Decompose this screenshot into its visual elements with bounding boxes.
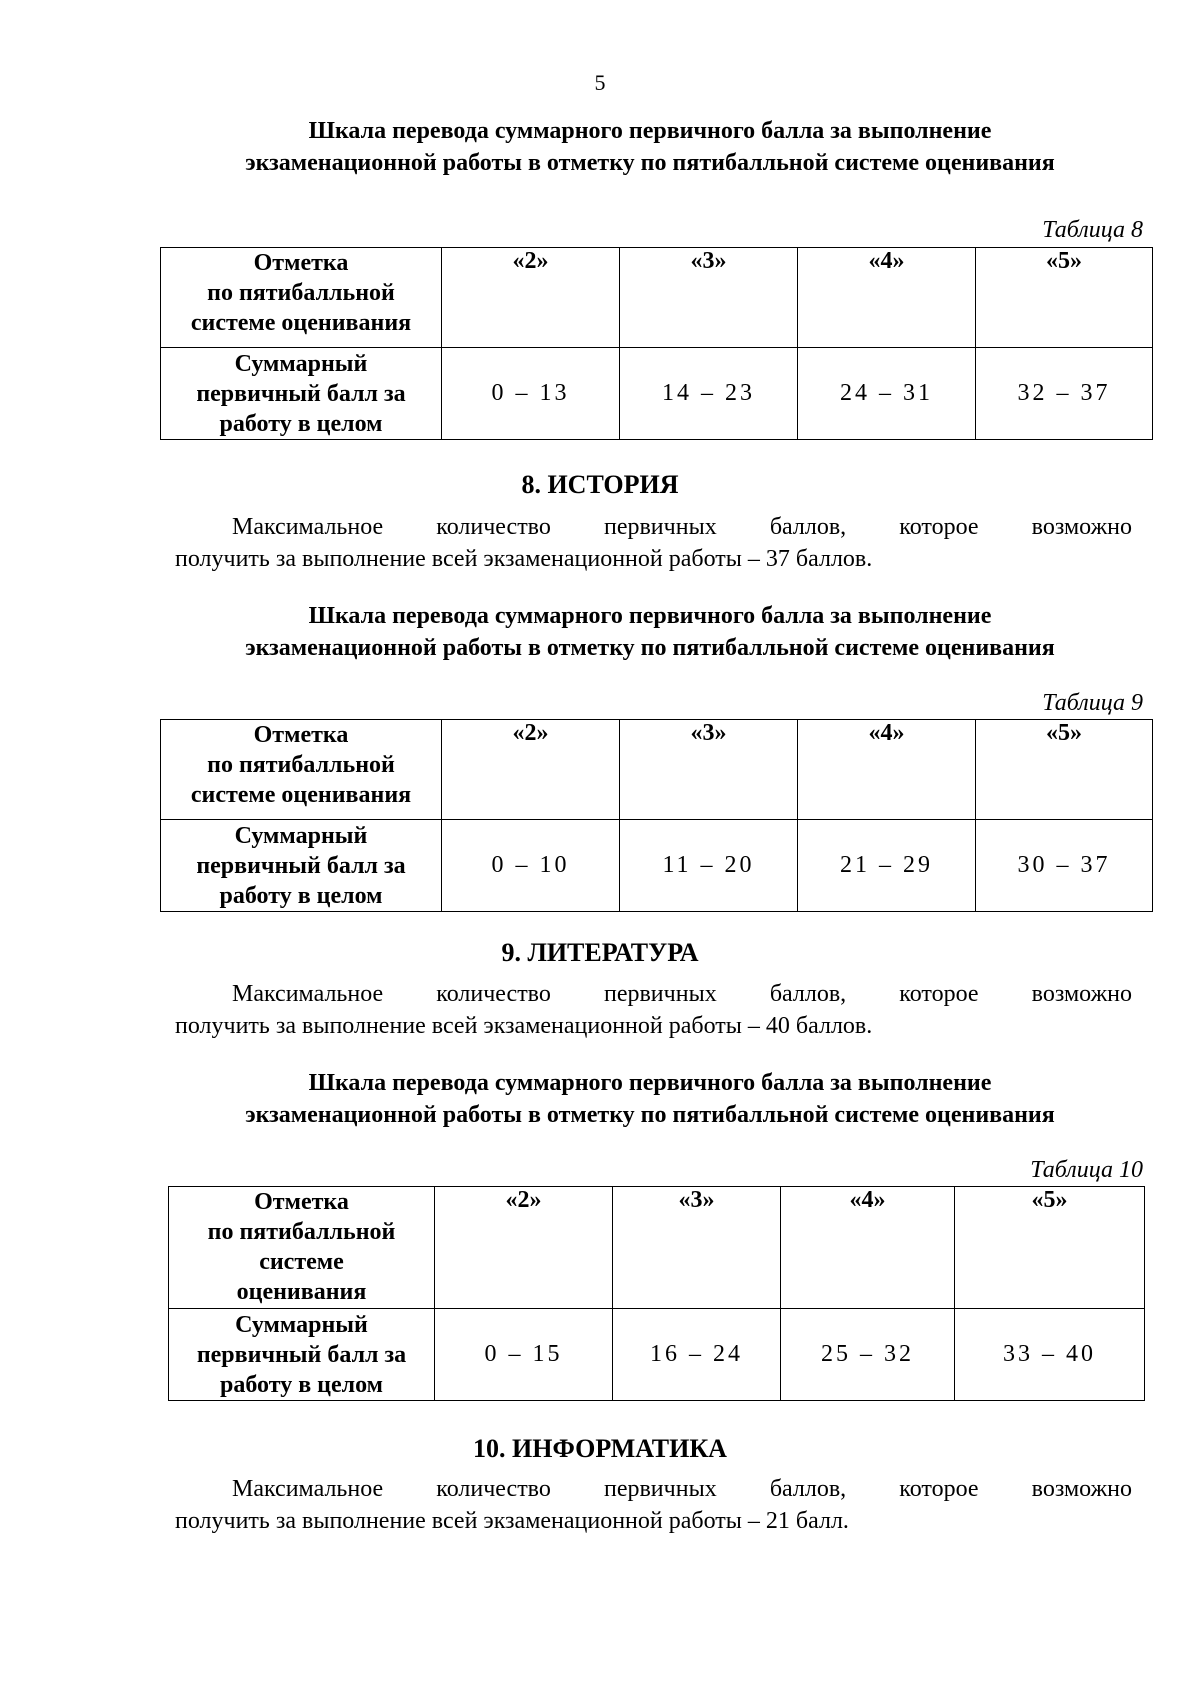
label-line: работу в целом — [219, 410, 383, 437]
scale-heading — [150, 115, 1150, 179]
grade-cell: «4» — [798, 248, 976, 348]
table-caption: Таблица 10 — [1030, 1157, 1143, 1183]
row-label-score — [161, 820, 442, 912]
label-line: по пятибалльной — [207, 752, 395, 778]
scale-heading — [150, 600, 1150, 664]
section-heading: 9. ЛИТЕРАТУРА — [501, 938, 699, 967]
label-line: первичный балл за — [196, 1341, 407, 1368]
grade-cell: «5» — [976, 720, 1153, 820]
row-label-score — [161, 348, 442, 440]
score-range-cell: 14 – 23 — [620, 348, 798, 440]
section-paragraph — [175, 511, 1132, 575]
label-line: Суммарный — [234, 822, 368, 849]
label-line: по пятибалльной — [207, 1219, 396, 1245]
paragraph-line: Максимальное количество первичных баллов, которое возможно — [232, 981, 1132, 1007]
score-range-cell: 0 – 15 — [435, 1309, 613, 1401]
score-range-cell: 24 – 31 — [798, 348, 976, 440]
label-line: первичный балл за — [196, 380, 406, 407]
grade-conversion-table — [168, 1186, 1145, 1401]
score-range-cell: 11 – 20 — [620, 820, 798, 912]
page-number: 5 — [594, 70, 606, 95]
table-caption: Таблица 9 — [1042, 690, 1143, 716]
paragraph-line: получить за выполнение всей экзаменационной работы – 40 баллов. — [175, 1013, 873, 1039]
paragraph-line: получить за выполнение всей экзаменационной работы – 21 балл. — [175, 1508, 849, 1534]
scale-heading-line: экзаменационной работы в отметку по пятибалльной системе оценивания — [245, 1102, 1055, 1128]
label-line: Отметка — [253, 722, 349, 748]
grade-cell: «5» — [976, 248, 1153, 348]
label-line: системе — [259, 1249, 344, 1275]
row-label-grade — [161, 720, 442, 820]
grade-cell: «4» — [798, 720, 976, 820]
label-line: работу в целом — [219, 882, 383, 909]
score-range-cell: 30 – 37 — [976, 820, 1153, 912]
score-range-cell: 21 – 29 — [798, 820, 976, 912]
row-label-score — [169, 1309, 435, 1401]
label-line: Отметка — [254, 1189, 349, 1215]
label-line: оценивания — [236, 1279, 367, 1305]
label-line: Отметка — [253, 250, 349, 276]
label-line: Суммарный — [234, 350, 368, 377]
label-line: системе оценивания — [190, 782, 412, 808]
grade-cell: «2» — [435, 1187, 613, 1309]
grade-cell: «3» — [620, 720, 798, 820]
grade-cell: «3» — [613, 1187, 781, 1309]
table-caption: Таблица 8 — [1042, 217, 1143, 243]
label-line: первичный балл за — [196, 852, 406, 879]
paragraph-line: Максимальное количество первичных баллов, которое возможно — [232, 1476, 1132, 1502]
label-line: системе оценивания — [190, 310, 412, 336]
row-label-grade — [161, 248, 442, 348]
grade-cell: «2» — [442, 248, 620, 348]
paragraph-line: получить за выполнение всей экзаменационной работы – 37 баллов. — [175, 546, 873, 572]
row-label-grade — [169, 1187, 435, 1309]
scale-heading-line: Шкала перевода суммарного первичного балла за выполнение — [308, 1070, 992, 1096]
grade-conversion-table — [160, 247, 1153, 440]
label-line: работу в целом — [220, 1371, 383, 1398]
scale-heading — [150, 1067, 1150, 1131]
scale-heading-line: Шкала перевода суммарного первичного балла за выполнение — [308, 118, 992, 144]
grade-cell: «3» — [620, 248, 798, 348]
score-range-cell: 0 – 13 — [442, 348, 620, 440]
section-heading: 8. ИСТОРИЯ — [521, 470, 679, 499]
scale-heading-line: Шкала перевода суммарного первичного балла за выполнение — [308, 603, 992, 629]
grade-cell: «5» — [955, 1187, 1145, 1309]
scale-heading-line: экзаменационной работы в отметку по пятибалльной системе оценивания — [245, 150, 1055, 176]
grade-conversion-table — [160, 719, 1153, 912]
score-range-cell: 33 – 40 — [955, 1309, 1145, 1401]
score-range-cell: 32 – 37 — [976, 348, 1153, 440]
grade-cell: «2» — [442, 720, 620, 820]
scale-heading-line: экзаменационной работы в отметку по пятибалльной системе оценивания — [245, 635, 1055, 661]
section-paragraph — [175, 1473, 1132, 1537]
label-line: по пятибалльной — [207, 280, 395, 306]
paragraph-line: Максимальное количество первичных баллов, которое возможно — [232, 514, 1132, 540]
score-range-cell: 16 – 24 — [613, 1309, 781, 1401]
score-range-cell: 0 – 10 — [442, 820, 620, 912]
label-line: Суммарный — [235, 1311, 368, 1338]
section-heading: 10. ИНФОРМАТИКА — [473, 1434, 727, 1463]
grade-cell: «4» — [781, 1187, 955, 1309]
score-range-cell: 25 – 32 — [781, 1309, 955, 1401]
section-paragraph — [175, 978, 1132, 1042]
